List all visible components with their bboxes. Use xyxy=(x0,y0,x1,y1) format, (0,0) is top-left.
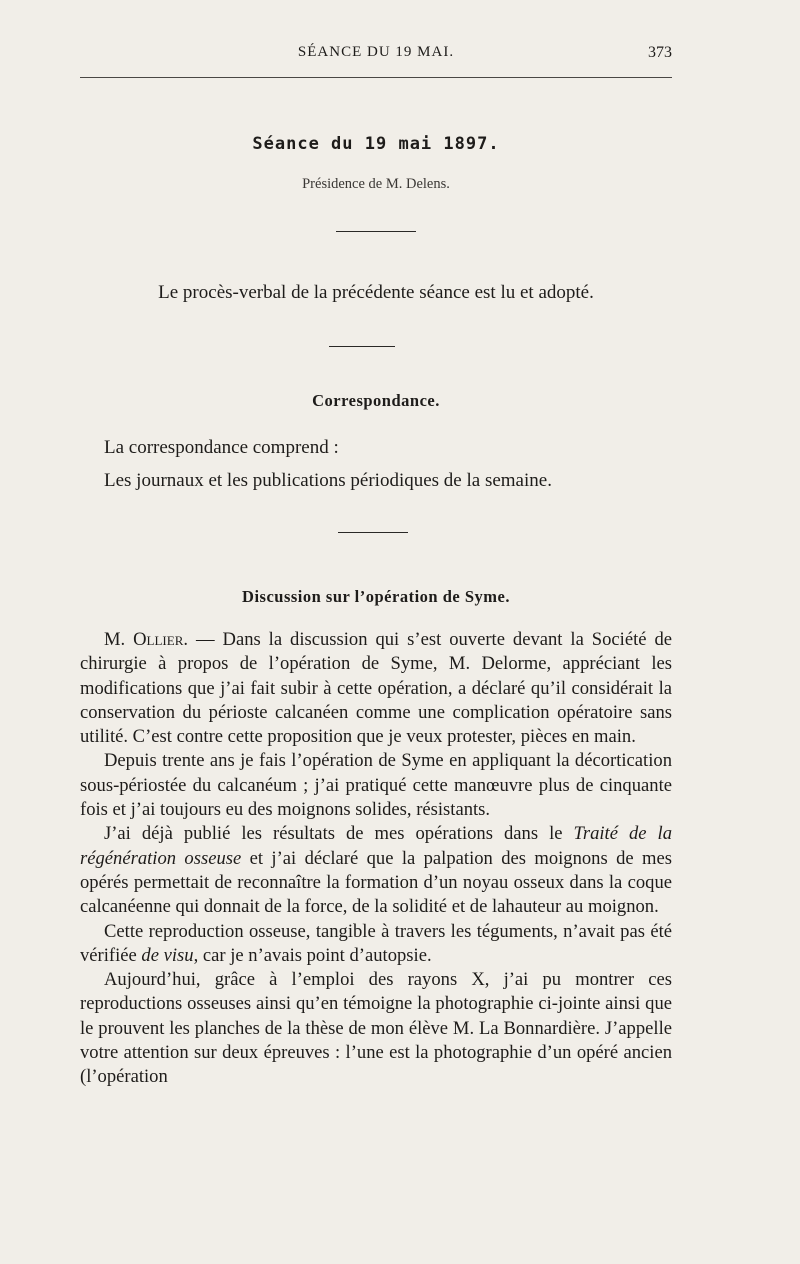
discussion-body xyxy=(80,628,672,1090)
section-rule xyxy=(336,231,416,232)
presidence-line: Présidence de M. Delens. xyxy=(302,176,450,192)
correspondance-line: La correspondance comprend : xyxy=(104,437,339,458)
session-title: Séance du 19 mai 1897. xyxy=(252,134,500,154)
paragraph: Cette reproduction osseuse, tangible à travers les téguments, n’avait pas été vérifiée de visu, car je n’avais point d’autopsie. xyxy=(80,920,672,966)
discussion-heading: Discussion sur l’opération de Syme. xyxy=(242,587,510,606)
paragraph: J’ai déjà publié les résultats de mes opérations dans le Traité de la régénération osseuse et j’ai déclaré que la palpation des moignons de mes opérés permettait de reconnaître la formation d’un noyau osseux dans la coque calcanéenne qui donnait de la force, de la solidité et de lahauteur au moignon. xyxy=(80,823,672,918)
running-head xyxy=(80,44,672,68)
page-number: 373 xyxy=(648,44,672,61)
paragraph: Aujourd’hui, grâce à l’emploi des rayons X, j’ai pu montrer ces reproductions osseuses ainsi qu’en témoigne la photographie ci-jointe ainsi que le prouvent les planches de la thèse de mon élève M. La Bonnardière. J’appelle votre attention sur deux épreuves : l’une est la photographie d’un opéré ancien (l’opération xyxy=(80,969,672,1088)
correspondance-line: Les journaux et les publications périodiques de la semaine. xyxy=(104,470,552,491)
running-title: SÉANCE DU 19 MAI. xyxy=(297,44,455,60)
section-rule xyxy=(338,532,408,533)
section-rule xyxy=(329,346,395,347)
minutes-line: Le procès-verbal de la précédente séance est lu et adopté. xyxy=(158,282,594,303)
paragraph: Depuis trente ans je fais l’opération de Syme en appliquant la décortication sous-périostée du calcanéum ; j’ai pratiqué cette manœuvre plus de cinquante fois et j’ai toujours eu des moignons solides, résistants. xyxy=(80,750,672,821)
speaker-name: M. Ollier. xyxy=(104,629,189,650)
paragraph: M. Ollier. — Dans la discussion qui s’est ouverte devant la Société de chirurgie à propos de l’opération de Syme, M. Delorme, appréciant les modifications que j’ai fait subir à cette opération, a déclaré qu’il considérait la conservation du périoste calcanéen comme une complication opératoire sans utilité. C’est contre cette proposition que je veux protester, pièces en main. xyxy=(80,629,672,748)
book-title: Traité de la régénération osseuse xyxy=(80,823,672,869)
correspondance-heading: Correspondance. xyxy=(312,391,440,410)
header-rule xyxy=(80,77,672,78)
